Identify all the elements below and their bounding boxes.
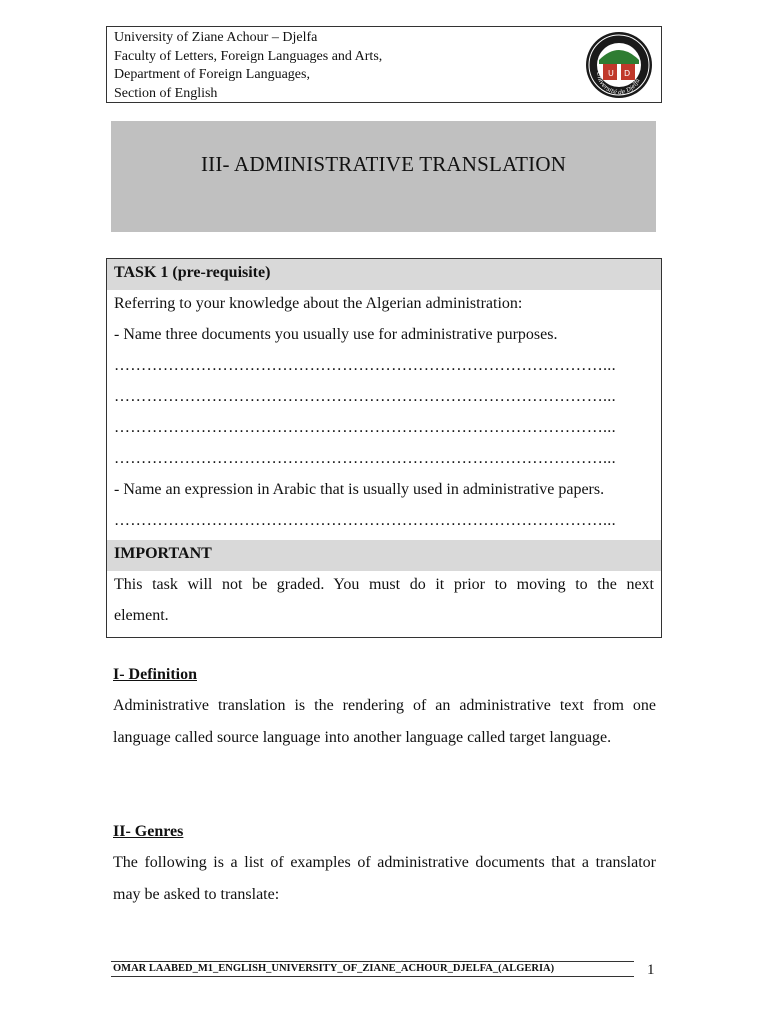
definition-text: Administrative translation is the rendering of an administrative text from one language called source language into another language called target language. — [113, 697, 656, 746]
section-line: Section of English — [114, 85, 218, 101]
svg-text:D: D — [624, 69, 631, 78]
answer-line: ………………………………………………………………………………... — [114, 512, 616, 529]
answer-line: ………………………………………………………………………………... — [114, 357, 616, 374]
task-box — [106, 258, 662, 638]
footer-rule — [111, 976, 634, 977]
important-heading: IMPORTANT — [107, 540, 661, 571]
page-title: III- ADMINISTRATIVE TRANSLATION — [200, 152, 567, 176]
svg-text:U: U — [608, 69, 614, 78]
task-heading: TASK 1 (pre-requisite) — [107, 259, 661, 290]
important-line-1: This task will not be graded. You must do it prior to moving to the next — [114, 576, 654, 593]
answer-line: ………………………………………………………………………………... — [114, 388, 616, 405]
answer-line: ………………………………………………………………………………... — [114, 419, 616, 436]
header-box — [106, 26, 662, 103]
answer-line: ………………………………………………………………………………... — [114, 450, 616, 467]
definition-heading: I- Definition — [113, 666, 197, 683]
institution-lines — [114, 29, 382, 103]
definition-section — [113, 665, 656, 753]
genres-text: The following is a list of examples of administrative documents that a translator may be asked to translate: — [113, 854, 656, 903]
faculty-line: Faculty of Letters, Foreign Languages and Arts, — [114, 48, 383, 64]
important-line-2: element. — [114, 607, 169, 624]
question-expression: - Name an expression in Arabic that is usually used in administrative papers. — [114, 481, 605, 498]
logo-text: Université de Djelfa — [594, 71, 642, 97]
genres-section — [113, 822, 656, 910]
title-band — [111, 121, 656, 232]
university-line: University of Ziane Achour – Djelfa — [114, 30, 318, 45]
task-intro: Referring to your knowledge about the Algerian administration: — [114, 295, 523, 312]
genres-heading: II- Genres — [113, 823, 184, 840]
page-number: 1 — [647, 962, 655, 978]
university-logo — [583, 30, 655, 100]
question-documents: - Name three documents you usually use for administrative purposes. — [114, 326, 558, 343]
department-line: Department of Foreign Languages, — [114, 67, 310, 82]
footer-author: OMAR LAABED_M1_ENGLISH_UNIVERSITY_OF_ZIANE_ACHOUR_DJELFA_(ALGERIA) — [113, 963, 555, 974]
